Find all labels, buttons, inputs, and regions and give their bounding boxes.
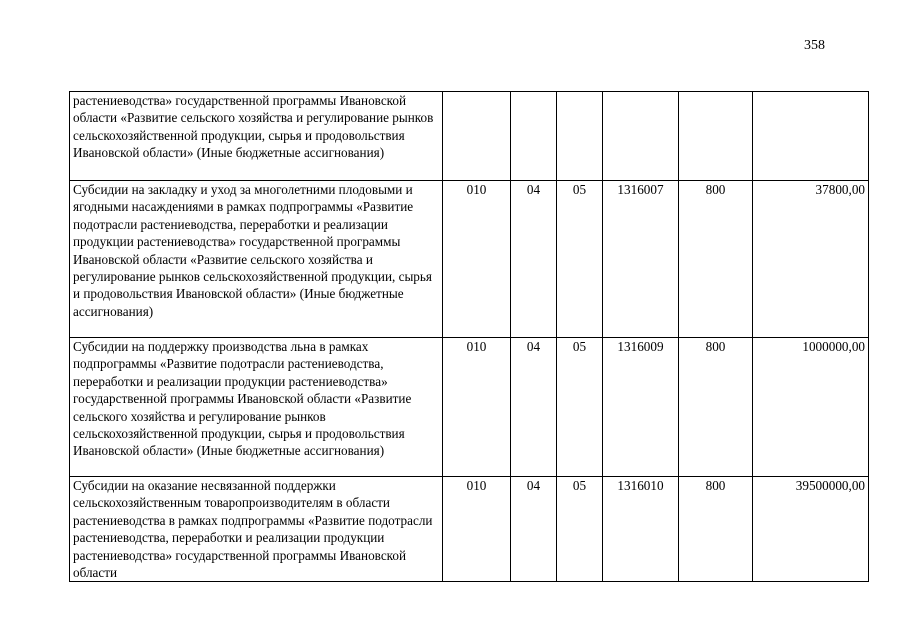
page-number: 358 bbox=[804, 38, 825, 53]
expense-type-code: 800 bbox=[679, 338, 753, 477]
section-code: 04 bbox=[511, 338, 557, 477]
budget-table bbox=[69, 91, 869, 582]
table-row bbox=[70, 92, 869, 181]
target-article-code: 1316007 bbox=[603, 181, 679, 338]
amount: 39500000,00 bbox=[753, 477, 869, 582]
target-article-code: 1316010 bbox=[603, 477, 679, 582]
subsection-code bbox=[557, 92, 603, 181]
table-row bbox=[70, 181, 869, 338]
row-description: растениеводства» государственной программы Ивановской области «Развитие сельского хозяйства и регулирование рынков сельскохозяйственной продукции, сырья и продовольствия Ивановской области» (Иные бюджетные ассигнования) bbox=[70, 92, 443, 181]
expense-type-code bbox=[679, 92, 753, 181]
expense-type-code: 800 bbox=[679, 477, 753, 582]
table-row bbox=[70, 338, 869, 477]
expense-type-code: 800 bbox=[679, 181, 753, 338]
row-description: Субсидии на закладку и уход за многолетними плодовыми и ягодными насаждениями в рамках подпрограммы «Развитие подотрасли растениеводства, переработки и реализации продукции растениеводства» государственной программы Ивановской области «Развитие сельского хозяйства и регулирование рынков сельскохозяйственной продукции, сырья и продовольствия Ивановской области» (Иные бюджетные ассигнования) bbox=[70, 181, 443, 338]
row-description: Субсидии на поддержку производства льна в рамках подпрограммы «Развитие подотрасли растениеводства, переработки и реализации продукции растениеводства» государственной программы Ивановской области «Развитие сельского хозяйства и регулирование рынков сельскохозяйственной продукции, сырья и продовольствия Ивановской области» (Иные бюджетные ассигнования) bbox=[70, 338, 443, 477]
subsection-code: 05 bbox=[557, 338, 603, 477]
section-code: 04 bbox=[511, 181, 557, 338]
ministry-code: 010 bbox=[443, 477, 511, 582]
subsection-code: 05 bbox=[557, 477, 603, 582]
amount bbox=[753, 92, 869, 181]
ministry-code: 010 bbox=[443, 338, 511, 477]
target-article-code bbox=[603, 92, 679, 181]
row-description: Субсидии на оказание несвязанной поддержки сельскохозяйственным товаропроизводителям в области растениеводства в рамках подпрограммы «Развитие подотрасли растениеводства, переработки и реализации продукции растениеводства» государственной программы Ивановской области bbox=[70, 477, 443, 582]
amount: 37800,00 bbox=[753, 181, 869, 338]
ministry-code bbox=[443, 92, 511, 181]
ministry-code: 010 bbox=[443, 181, 511, 338]
subsection-code: 05 bbox=[557, 181, 603, 338]
table-row bbox=[70, 477, 869, 582]
target-article-code: 1316009 bbox=[603, 338, 679, 477]
section-code bbox=[511, 92, 557, 181]
section-code: 04 bbox=[511, 477, 557, 582]
amount: 1000000,00 bbox=[753, 338, 869, 477]
